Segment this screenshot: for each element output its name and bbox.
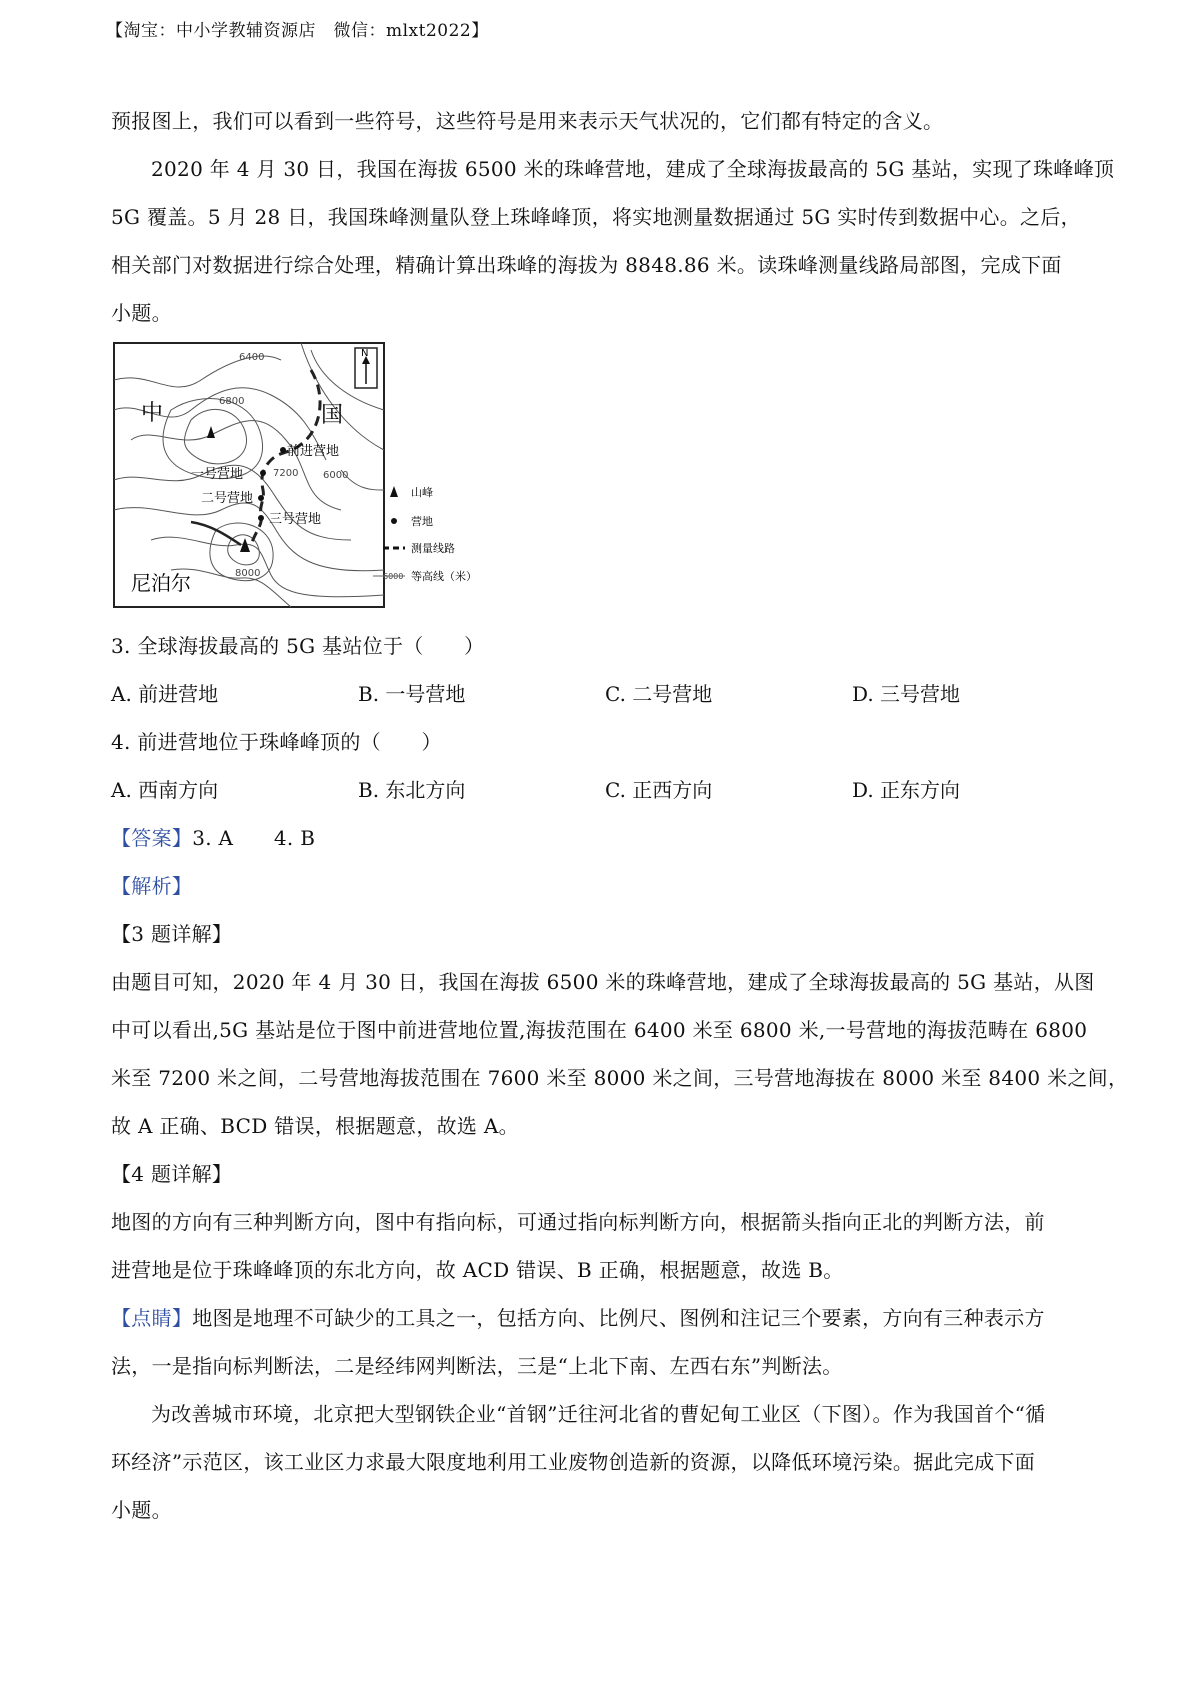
passage1-line-2: 5G 覆盖。5 月 28 日，我国珠峰测量队登上珠峰峰顶，将实地测量数据通过 5G 实时传到数据中心。之后， [111,205,1081,229]
detail4-line-2: 进营地是位于珠峰峰顶的东北方向，故 ACD 错误、B 正确，根据题意，故选 B。 [111,1258,844,1282]
camp-icon [258,495,264,501]
q3-option-c: C. 二号营地 [605,682,713,706]
legend-contour-sample: 6000 [383,572,404,581]
label-camp-front: 前进营地 [287,444,340,459]
q3-option-d: D. 三号营地 [852,682,961,706]
camp-icon [280,447,286,453]
passage1-line-1: 2020 年 4 月 30 日，我国在海拔 6500 米的珠峰营地，建成了全球海拔最高的 5G 基站，实现了珠峰峰顶 [151,157,1115,181]
contour-label: 6400 [239,352,265,363]
q4-option-d: D. 正东方向 [852,778,961,802]
passage1-line-4: 小题。 [111,301,172,325]
legend-camp-icon [391,518,397,524]
passage2-line-3: 小题。 [111,1498,172,1522]
tip-text-1: 地图是地理不可缺少的工具之一，包括方向、比例尺、图例和注记三个要素，方向有三种表示方 [192,1306,1045,1330]
q4-option-a: A. 西南方向 [111,778,219,802]
contour-label: 7200 [273,468,299,479]
detail4-line-1: 地图的方向有三种判断方向，图中有指向标，可通过指向标判断方向，根据箭头指向正北的判断方法，前 [111,1210,1045,1234]
label-nepal: 尼泊尔 [131,571,191,595]
legend-contour: 等高线（米） [411,570,477,583]
everest-route-map [111,340,531,612]
q3-option-b: B. 一号营地 [358,682,466,706]
q4-stem: 4. 前进营地位于珠峰峰顶的（ ） [111,730,442,754]
passage2-line-2: 环经济”示范区，该工业区力求最大限度地利用工业废物创造新的资源，以降低环境污染。据此完成下面 [111,1450,1036,1474]
passage2-line-1: 为改善城市环境，北京把大型钢铁企业“首钢”迁往河北省的曹妃甸工业区（下图）。作为我国首个“循 [151,1402,1046,1426]
detail4-tag: 【4 题详解】 [111,1162,233,1186]
q4-option-b: B. 东北方向 [358,778,466,802]
tip-tag: 【点睛】 [111,1306,193,1330]
legend-route: 测量线路 [411,542,455,555]
detail3-line-4: 故 A 正确、BCD 错误，根据题意，故选 A。 [111,1114,519,1138]
map-legend [373,485,477,583]
q3-stem: 3. 全球海拔最高的 5G 基站位于（ ） [111,634,485,658]
detail3-line-2: 中可以看出,5G 基站是位于图中前进营地位置,海拔范围在 6400 米至 6800 米,一号营地的海拔范畴在 6800 [111,1018,1088,1042]
analysis-line [111,870,1101,899]
tip-line-2: 法，一是指向标判断法，二是经纬网判断法，三是“上北下南、左西右东”判断法。 [111,1354,843,1378]
legend-camp: 营地 [411,515,433,528]
contour-label: 6000 [323,470,349,481]
contour-label: 6800 [219,396,245,407]
contour-label: 8000 [235,568,261,579]
answer-line [111,822,1101,851]
label-camp-3: 三号营地 [269,512,322,527]
legend-peak: 山峰 [411,486,433,499]
q3-option-a: A. 前进营地 [111,682,219,706]
detail3-line-1: 由题目可知，2020 年 4 月 30 日，我国在海拔 6500 米的珠峰营地，建成了全球海拔最高的 5G 基站，从图 [111,970,1095,994]
camp-icon [260,470,266,476]
detail3-line-3: 米至 7200 米之间，二号营地海拔范围在 7600 米至 8000 米之间，三号营地海拔在 8000 米至 8400 米之间， [111,1066,1129,1090]
watermark-header: 【淘宝：中小学教辅资源店 微信：mlxt2022】 [106,21,489,41]
q4-option-c: C. 正西方向 [605,778,713,802]
label-camp-2: 二号营地 [201,491,254,506]
answer-text: 3. A 4. B [192,826,316,850]
label-china-2: 国 [321,403,344,428]
passage1-line-3: 相关部门对数据进行综合处理，精确计算出珠峰的海拔为 8848.86 米。读珠峰测量线路局部图，完成下面 [111,253,1062,277]
detail3-tag: 【3 题详解】 [111,922,233,946]
answer-tag: 【答案】 [111,826,193,850]
intro-tail: 预报图上，我们可以看到一些符号，这些符号是用来表示天气状况的，它们都有特定的含义。 [111,109,944,133]
north-label: N [361,348,369,359]
analysis-tag: 【解析】 [111,874,193,898]
camp-icon [258,515,264,521]
label-camp-1: 一号营地 [191,467,244,482]
label-china-1: 中 [141,401,164,426]
legend-peak-icon [390,486,398,497]
tip-line-1 [111,1302,1101,1331]
